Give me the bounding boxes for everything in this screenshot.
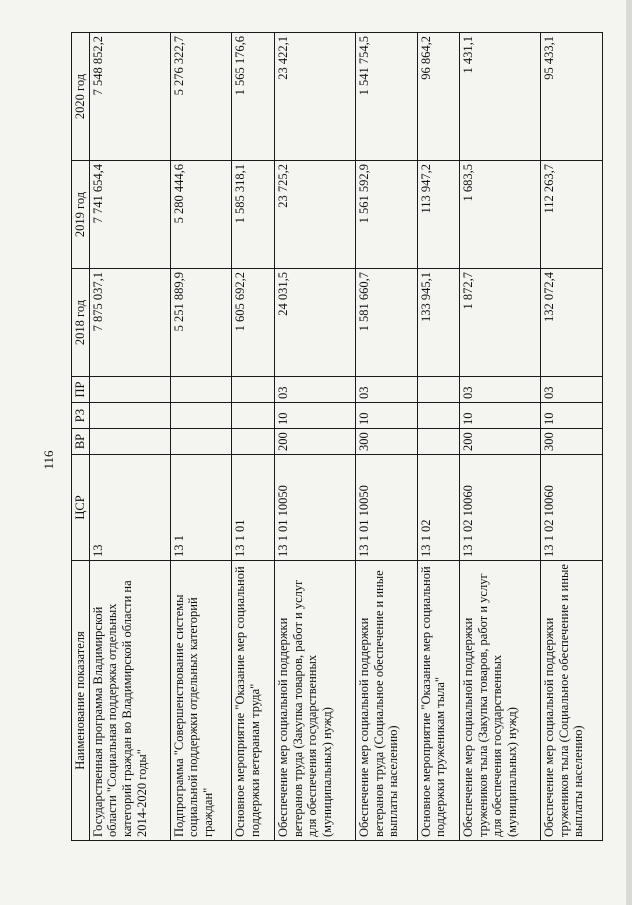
cell-name: Обеспечение мер социальной поддержки тружеников тыла (Социальное обеспечение и иные выплаты населению) bbox=[541, 561, 603, 841]
cell-rz: 10 bbox=[541, 403, 603, 429]
cell-pr bbox=[232, 377, 274, 403]
header-rz: РЗ bbox=[72, 403, 90, 429]
budget-table bbox=[71, 32, 603, 841]
table-row bbox=[274, 33, 355, 841]
cell-pr bbox=[170, 377, 232, 403]
cell-vr bbox=[170, 429, 232, 455]
cell-2020: 1 565 176,6 bbox=[232, 33, 274, 161]
cell-2020: 7 548 852,2 bbox=[89, 33, 170, 161]
cell-vr: 300 bbox=[355, 429, 417, 455]
cell-pr: 03 bbox=[274, 377, 355, 403]
page-number-text: 116 bbox=[41, 450, 56, 470]
cell-2018: 132 072,4 bbox=[541, 269, 603, 377]
cell-rz bbox=[417, 403, 459, 429]
cell-vr bbox=[417, 429, 459, 455]
rotated-table-container bbox=[71, 33, 603, 841]
cell-2019: 23 725,2 bbox=[274, 161, 355, 269]
cell-2020: 96 864,2 bbox=[417, 33, 459, 161]
cell-2020: 1 431,1 bbox=[460, 33, 541, 161]
cell-pr: 03 bbox=[541, 377, 603, 403]
table-row bbox=[89, 33, 170, 841]
table-row bbox=[417, 33, 459, 841]
cell-vr: 200 bbox=[274, 429, 355, 455]
cell-2018: 24 031,5 bbox=[274, 269, 355, 377]
cell-name: Основное мероприятие "Оказание мер социальной поддержки ветеранам труда" bbox=[232, 561, 274, 841]
cell-pr: 03 bbox=[460, 377, 541, 403]
table-row bbox=[170, 33, 232, 841]
cell-vr bbox=[232, 429, 274, 455]
cell-name: Обеспечение мер социальной поддержки тружеников тыла (Закупка товаров, работ и услуг для обеспечения государственных (муниципальных) нужд) bbox=[460, 561, 541, 841]
table-row bbox=[232, 33, 274, 841]
cell-pr bbox=[417, 377, 459, 403]
cell-name: Обеспечение мер социальной поддержки ветеранов труда (Закупка товаров, работ и услуг для обеспечения государственных (муниципальных) нужд) bbox=[274, 561, 355, 841]
cell-name: Подпрограмма "Совершенствование системы социальной поддержки отдельных категорий граждан" bbox=[170, 561, 232, 841]
cell-rz: 10 bbox=[460, 403, 541, 429]
cell-csr: 13 1 02 bbox=[417, 455, 459, 561]
cell-vr: 300 bbox=[541, 429, 603, 455]
header-2018: 2018 год bbox=[72, 269, 90, 377]
cell-2019: 5 280 444,6 bbox=[170, 161, 232, 269]
cell-rz: 10 bbox=[355, 403, 417, 429]
cell-2018: 1 605 692,2 bbox=[232, 269, 274, 377]
cell-vr bbox=[89, 429, 170, 455]
header-2020: 2020 год bbox=[72, 33, 90, 161]
page-edge bbox=[626, 0, 632, 905]
cell-csr: 13 1 01 bbox=[232, 455, 274, 561]
cell-2020: 95 433,1 bbox=[541, 33, 603, 161]
cell-rz: 10 bbox=[274, 403, 355, 429]
cell-2020: 23 422,1 bbox=[274, 33, 355, 161]
cell-2018: 1 581 660,7 bbox=[355, 269, 417, 377]
cell-csr: 13 1 02 10060 bbox=[460, 455, 541, 561]
cell-2019: 7 741 654,4 bbox=[89, 161, 170, 269]
cell-name: Государственная программа Владимирской области "Социальная поддержка отдельных категорий граждан во Владимирской области на 2014-2020 годы" bbox=[89, 561, 170, 841]
cell-pr: 03 bbox=[355, 377, 417, 403]
cell-csr: 13 1 02 10060 bbox=[541, 455, 603, 561]
header-pr: ПР bbox=[72, 377, 90, 403]
table-row bbox=[460, 33, 541, 841]
header-csr: ЦСР bbox=[72, 455, 90, 561]
cell-csr: 13 1 bbox=[170, 455, 232, 561]
table-row bbox=[355, 33, 417, 841]
cell-2019: 112 263,7 bbox=[541, 161, 603, 269]
cell-2020: 1 541 754,5 bbox=[355, 33, 417, 161]
cell-vr: 200 bbox=[460, 429, 541, 455]
cell-2019: 113 947,2 bbox=[417, 161, 459, 269]
cell-2018: 133 945,1 bbox=[417, 269, 459, 377]
cell-2018: 7 875 037,1 bbox=[89, 269, 170, 377]
cell-name: Обеспечение мер социальной поддержки ветеранов труда (Социальное обеспечение и иные выплаты населению) bbox=[355, 561, 417, 841]
cell-2020: 5 276 322,7 bbox=[170, 33, 232, 161]
header-2019: 2019 год bbox=[72, 161, 90, 269]
header-name: Наименование показателя bbox=[72, 561, 90, 841]
cell-rz bbox=[170, 403, 232, 429]
cell-name: Основное мероприятие "Оказание мер социальной поддержки труженикам тыла" bbox=[417, 561, 459, 841]
cell-2019: 1 585 318,1 bbox=[232, 161, 274, 269]
cell-rz bbox=[232, 403, 274, 429]
cell-2018: 1 872,7 bbox=[460, 269, 541, 377]
cell-2019: 1 683,5 bbox=[460, 161, 541, 269]
cell-pr bbox=[89, 377, 170, 403]
header-vr: ВР bbox=[72, 429, 90, 455]
page-number bbox=[41, 450, 65, 470]
cell-csr: 13 1 01 10050 bbox=[355, 455, 417, 561]
cell-2018: 5 251 889,9 bbox=[170, 269, 232, 377]
table-header-row bbox=[72, 33, 90, 841]
cell-rz bbox=[89, 403, 170, 429]
cell-csr: 13 1 01 10050 bbox=[274, 455, 355, 561]
cell-2019: 1 561 592,9 bbox=[355, 161, 417, 269]
table-row bbox=[541, 33, 603, 841]
table-area bbox=[71, 33, 603, 841]
cell-csr: 13 bbox=[89, 455, 170, 561]
